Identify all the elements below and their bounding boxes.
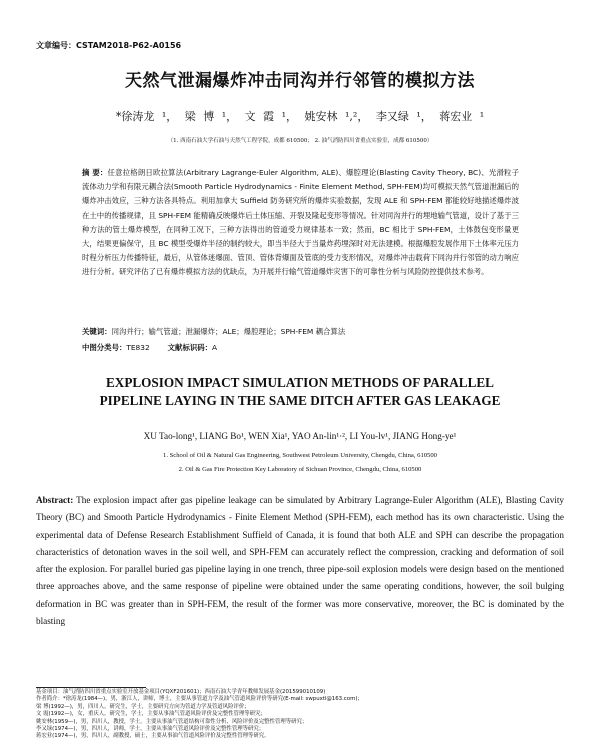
chinese-keywords-text: 同沟并行；输气管道；泄漏爆炸；ALE；爆腔理论；SPH-FEM 耦合算法 [111,327,346,336]
english-abstract [36,492,564,630]
footnote-author-3: 文 霞(1992—)，女，重庆人，研究生，学士，主要从事油气管道风险评价及完整性管理等研究； [36,711,266,718]
chinese-authors: *徐涛龙 ¹， 梁 博 ¹， 文 霞 ¹， 姚安林 ¹,²， 李又绿 ¹， 蒋宏业 ¹ [115,110,485,123]
english-authors: XU Tao-long¹, LIANG Bo¹, WEN Xia¹, YAO An-lin¹·², LI You-lv¹, JIANG Hong-ye¹ [143,431,457,441]
classification-value: TE832 [126,343,150,352]
english-affiliation-1: 1. School of Oil & Natural Gas Engineering, Southwest Petroleum University, Chengdu, China, 610500 [163,452,437,459]
classification-label: 中图分类号： [82,343,127,352]
doc-code-label: 文献标识码： [167,343,213,352]
english-title-line-1: EXPLOSION IMPACT SIMULATION METHODS OF PARALLEL [106,375,494,390]
chinese-title: 天然气泄漏爆炸冲击同沟并行邻管的模拟方法 [125,71,475,91]
english-title [0,374,600,410]
doc-code-value: A [212,343,218,352]
footnote-author-2: 梁 博(1992—)，男，四川人，研究生，学士，主要研究方向为管道力学及管道风险评价； [36,703,250,710]
english-abstract-label: Abstract: [36,495,74,505]
chinese-keywords-label: 关键词： [82,327,112,336]
chinese-abstract [82,166,519,280]
chinese-abstract-text: 任意拉格朗日欧拉算法(Arbitrary Lagrange-Euler Algorithm, ALE)、爆腔理论(Blasting Cavity Theory, BC)、光滑粒子流体动力学和有限元耦合法(Smooth Particle Hydrodynamics - Finite Element Method, SPH-FEM)均可模拟天然气管道泄漏后的爆炸冲击效应，三种方法各具特点。利用加拿大 Suffield 防务研究所的爆炸实验数据，发现 ALE 和 SPH-FEM 都能较好地描述爆炸波在土中的传播规律，且 SPH-FEM 能精确反映爆炸后土体压缩、开裂及隆起变形等情况。针对同沟并行的埋地输气管道，设计了基于三种方法的管土爆炸模型，在同种工况下，三种方法得出的管道受力规律基本一致；然而，BC 相比于 SPH-FEM，土体鼓包变形量更大，结果更偏保守，且 BC 模型受爆炸半径的制约较大，即当半径大于当量炸药埋深时对无法建模。根据爆腔发展作用下土体率元压力时程分析压力传播特征，最后，从管体迷爆面、管顶、管体背爆面及管底的受力变形情况，对爆炸冲击载荷下同沟并行邻管的动力响应进行分析。研究评估了已有爆炸模拟方法的优缺点，为开展并行输气管道爆炸灾害下的可靠性分析与风险防控提供技术参考。 [82,168,520,277]
footnote-author-5: 李又绿(1974—)，男，四川人，讲师，学士，主要从事油气管道风险评价及完整性管理等研究； [36,726,265,733]
footnote-funding: 基金项目：油气消防四川省重点实验室开放基金项目(YQXF201601)；西南石油大学青年教师发展基金(201599010109) [36,689,326,695]
footnote-author-6: 蒋宏业(1974—)，男，四川人，副教授，硕士，主要从事油气管道风险评价及完整性管理等研究。 [36,733,270,740]
classification-line [82,342,519,353]
footnote-author-1: 作者简介：*徐涛龙(1984—)，男，浙江人，讲师，博士，主要从事管道力学及油气管道风险评价等研究(E-mail: swpuxtl@163.com)； [36,696,363,703]
english-affiliation-2: 2. Oil & Gas Fire Protection Key Laboratory of Sichuan Province, Chengdu, China, 610500 [178,466,422,473]
footnotes [36,689,564,741]
article-number: 文章编号：CSTAM2018-P62-A0156 [36,41,182,50]
english-title-line-2: PIPELINE LAYING IN THE SAME DITCH AFTER GAS LEAKAGE [99,393,501,408]
english-abstract-text: The explosion impact after gas pipeline leakage can be simulated by Arbitrary Lagrange-Euler Algorithm (ALE), Blasting Cavity Theory (BC) and Smooth Particle Hydrodynamics - Finite Element Method (SPH-FEM), each method has its own characteristic. Using the experimental data of Defense Research Establishment Suffield of Canada, it is found that both ALE and SPH can describe the propagation characteristics of detonation waves in the soil well, and SPH-FEM can accurately reflect the compression, cracking and deformation of soil after the explosion. For parallel buried gas pipeline laying in one trench, three pipe-soil explosion models were design based on the mentioned three approaches above, and the same response of pipeline were obtained under the same operating conditions, however, the soil bulging deformation in BC was greater than in SPH-FEM, the result of the former was more conservative, moreover, the BC is dominated by the blasting [36,495,564,627]
footnote-divider [36,687,146,688]
footnote-author-4: 姚安林(1959—)，男，四川人，教授，学士，主要从事油气管道结构可靠性分析、风险评价及完整性管理等研究； [36,718,308,725]
chinese-keywords [82,326,519,337]
chinese-abstract-label: 摘 要： [82,168,108,177]
chinese-affiliation: （1. 西南石油大学石油与天然气工程学院，成都 610500； 2. 油气消防四川省重点实验室，成都 610500） [167,138,433,144]
